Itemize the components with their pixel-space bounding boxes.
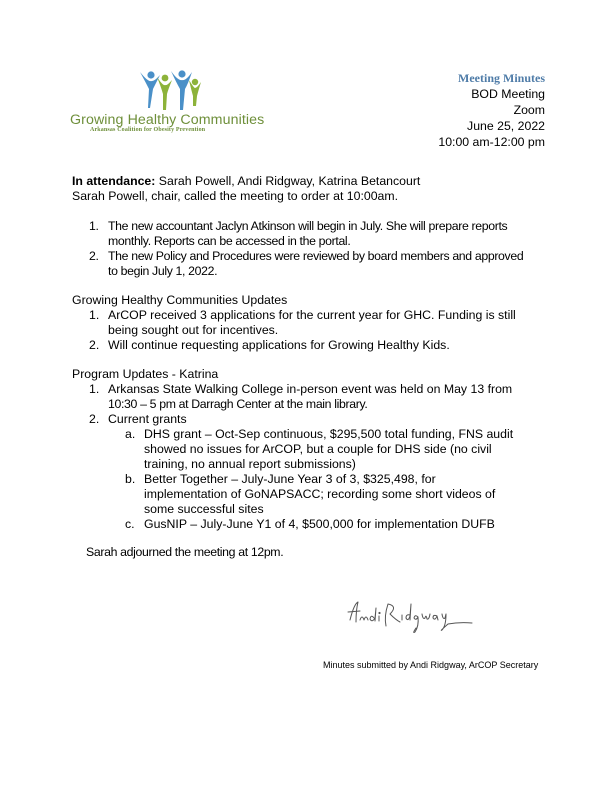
list-item-line: Better Together – July-June Year 3 of 3, $325,498, for: [144, 472, 436, 486]
list-item-line: implementation of GoNAPSACC; recording some short videos of: [144, 487, 496, 501]
list-number: 1.: [89, 219, 99, 233]
attendance-label: In attendance:: [72, 174, 156, 188]
list-letter: b.: [125, 472, 136, 486]
section-heading: Program Updates - Katrina: [72, 367, 219, 381]
list-item-line: Current grants: [108, 412, 187, 426]
meeting-location: Zoom: [513, 103, 545, 117]
ghc-updates-section: [72, 293, 552, 353]
attendance-section: [72, 174, 552, 204]
list-letter: a.: [125, 427, 136, 441]
meeting-time: 10:00 am-12:00 pm: [438, 135, 545, 149]
sub-list-item: [72, 472, 552, 517]
list-item-line: ArCOP received 3 applications for the current year for GHC. Funding is still: [108, 308, 516, 322]
attendance-names: Sarah Powell, Andi Ridgway, Katrina Betancourt: [155, 174, 421, 188]
list-item: [72, 338, 552, 353]
list-item: [72, 219, 552, 249]
list-item-line: to begin July 1, 2022.: [108, 264, 218, 278]
list-number: 2.: [89, 338, 100, 352]
program-updates-section: [72, 367, 552, 532]
adjourn-text: Sarah adjourned the meeting at 12pm.: [86, 545, 284, 559]
document-title: Meeting Minutes: [458, 71, 545, 85]
meeting-date: June 25, 2022: [467, 119, 545, 133]
list-item-line: being sought out for incentives.: [108, 323, 279, 337]
sub-list-item: [72, 427, 552, 472]
list-item-line: monthly. Reports can be accessed in the portal.: [108, 234, 351, 248]
agenda-list: [72, 219, 552, 279]
list-item-line: The new Policy and Procedures were reviewed by board members and approved: [108, 249, 524, 263]
list-item-line: some successful sites: [144, 502, 264, 516]
organization-logo: [70, 68, 265, 134]
meeting-type: BOD Meeting: [471, 87, 545, 101]
meeting-header: [438, 70, 545, 150]
list-letter: c.: [125, 517, 135, 531]
logo-name: Growing Healthy Communities: [70, 112, 265, 128]
attendance-line: [72, 174, 552, 189]
logo-tagline: Arkansas Coalition for Obesity Prevention: [90, 127, 206, 133]
list-item: [72, 412, 552, 427]
list-item-line: showed no issues for ArCOP, but a couple for DHS side (no civil: [144, 442, 492, 456]
call-to-order: Sarah Powell, chair, called the meeting to order at 10:00am.: [72, 189, 399, 203]
list-item-line: Will continue requesting applications for Growing Healthy Kids.: [108, 338, 450, 352]
list-number: 2.: [89, 412, 100, 426]
list-number: 1.: [89, 382, 100, 396]
list-item-line: DHS grant – Oct-Sep continuous, $295,500 total funding, FNS audit: [144, 427, 514, 441]
list-item-line: training, no annual report submissions): [144, 457, 356, 471]
handwritten-signature: [344, 596, 484, 645]
section-heading: Growing Healthy Communities Updates: [72, 293, 288, 307]
list-item: [72, 249, 552, 279]
list-item: [72, 308, 552, 338]
submitted-by: Minutes submitted by Andi Ridgway, ArCOP Secretary: [323, 660, 539, 670]
signature-icon: [344, 596, 484, 642]
list-item-line: 10:30 – 5 pm at Darragh Center at the main library.: [108, 397, 368, 411]
people-figures-icon: [70, 68, 265, 114]
list-item: [72, 382, 552, 412]
list-item-line: The new accountant Jaclyn Atkinson will begin in July. She will prepare reports: [108, 219, 508, 233]
list-item-line: Arkansas State Walking College in-person event was held on May 13 from: [108, 382, 513, 396]
list-number: 1.: [89, 308, 100, 322]
list-item-line: GusNIP – July-June Y1 of 4, $500,000 for implementation DUFB: [144, 517, 495, 531]
list-number: 2.: [89, 249, 99, 263]
sub-list-item: [72, 517, 552, 532]
